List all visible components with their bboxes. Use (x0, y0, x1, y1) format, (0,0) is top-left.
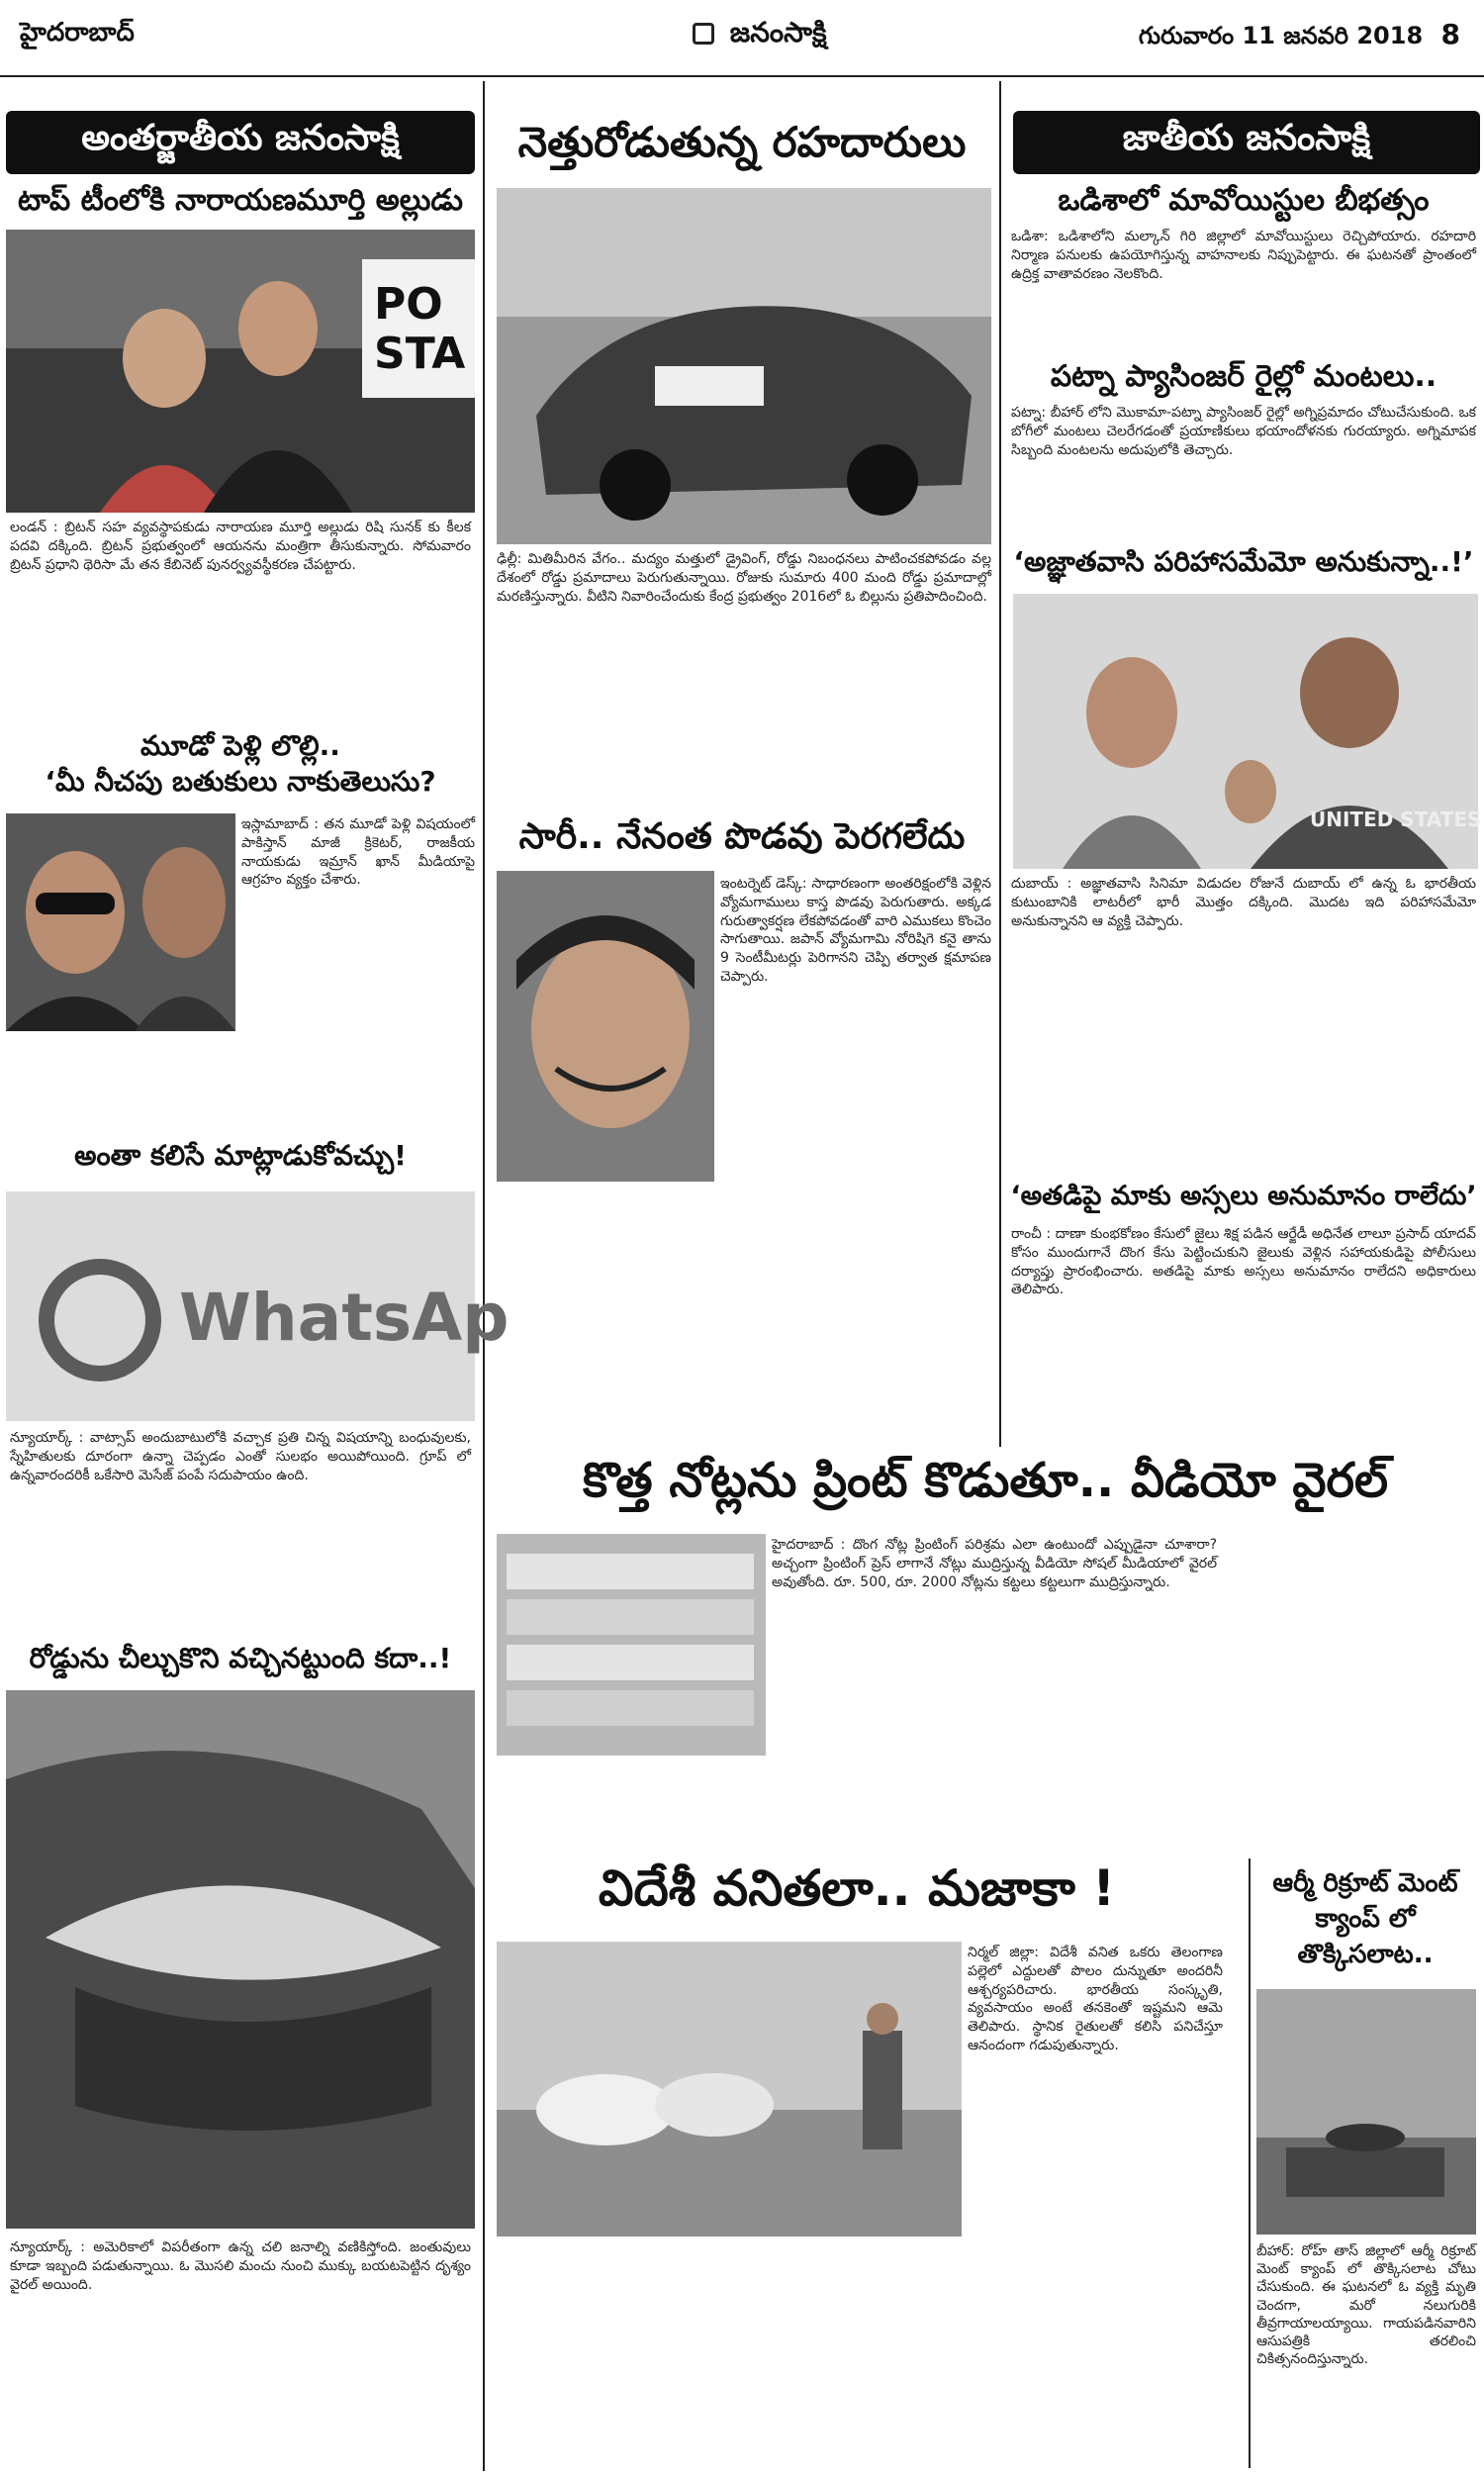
story-fake-notes: హైదరాబాద్ : దొంగ నోట్ల ప్రింటింగ్ పరిశ్రమ ఎలా ఉంటుందో ఎప్పుడైనా చూశారా? అచ్చంగా ప్రింటింగ్ ప్రెస్ లాగానే నోట్లు ముద్రిస్తున్న వీడియో సోషల్ మీడియాలో వైరల్ అవుతోంది. రూ. 500, రూ. 2000 నోట్లను కట్టలు కట్టలుగా ముద్రిస్తున్నారు. (772, 1537, 1217, 1590)
story-whatsapp: న్యూయార్క్ : వాట్సాప్ అందుబాటులోకి వచ్చాక ప్రతి చిన్న విషయాన్ని బంధువులకు, స్నేహితులకు దూరంగా ఉన్నా చెప్పడం ఎంతో సులభం అయిపోయింది. గ్రూప్ లో ఉన్నవారందరికీ ఒకేసారి మెసేజ్ పంపే సదుపాయం ఉంది. (10, 1430, 471, 1483)
brand-icon (693, 23, 714, 45)
photo-car-crash (497, 188, 991, 544)
international-section-band (6, 111, 475, 174)
photo-crocodile (6, 1690, 475, 2229)
headline-crocodile: రోడ్డును చీల్చుకొని వచ్చినట్టుంది కదా..! (29, 1642, 452, 1674)
photo-imran-khan (6, 813, 235, 1031)
story-roads: ఢిల్లీ: మితిమీరిన వేగం.. మద్యం మత్తులో డ్రైవింగ్, రోడ్డు నిబంధనలు పాటించకపోవడం వల్ల దేశంలో రోడ్డు ప్రమాదాలు పెరుగుతున్నాయి. రోజుకు సుమారు 400 మంది రోడ్డు ప్రమాదాల్లో మరణిస్తున్నారు. వీటిని నివారించేందుకు కేంద్ర ప్రభుత్వం 2016లో ఓ బిల్లును ప్రతిపాదించింది. (497, 551, 991, 605)
photo-rishi-sunak (6, 230, 475, 513)
story-fake-notes-cont (1225, 1536, 1478, 1849)
header-city: హైదరాబాద్ (20, 18, 135, 48)
photo-astronaut (497, 871, 714, 1182)
headline-fake-notes: కొత్త నోట్లను ప్రింట్ కొడుతూ.. వీడియో వైరల్ (582, 1453, 1389, 1508)
right-column-rule (999, 81, 1001, 1447)
section-title-national: జాతీయ జనంసాక్షి (1122, 118, 1371, 158)
headline-army-c: తొక్కిసలాట.. (1297, 1940, 1434, 1969)
headline-agnyaathavaasi: ‘అజ్ఞాతవాసి పరిహాసమేమో అనుకున్నా..!’ (1013, 545, 1474, 578)
shirt-print-text: UNITED STATES (1310, 808, 1482, 831)
header-date (1139, 18, 1460, 55)
headline-maoists: ఒడిశాలో మావోయిస్టుల బీభత్సం (1058, 183, 1430, 218)
issue-date: గురువారం 11 జనవరి 2018 (1138, 22, 1424, 49)
headline-third-marriage-a: మూడో పెళ్లి లొల్లి.. (140, 729, 340, 762)
story-army-stampede: బీహార్: రోహ్ తాస్ జిల్లాలో ఆర్మీ రిక్రూట్ మెంట్ క్యాంప్ లో తొక్కిసలాట చోటు చేసుకుంది. ఈ ఘటనలో ఓ వ్యక్తి మృతి చెందగా, మరో నలుగురికి తీవ్రగాయాలయ్యాయి. గాయపడినవారిని ఆసుపత్రికి తరలించి చికిత్సనందిస్తున్నారు. (1256, 2243, 1476, 2368)
story-lalu-aide: రాంచీ : దాణా కుంభకోణం కేసులో జైలు శిక్ష పడిన ఆర్జేడీ అధినేత లాలూ ప్రసాద్ యాదవ్ కోసం ముందుగానే దొంగ కేసు పెట్టించుకుని జైలుకు వెళ్లిన సహాయకుడిపై పోలీసులు దర్యాప్తు ప్రారంభించారు. అతడిపై మాకు అస్సలు అనుమానం రాలేదని అధికారులు తెలిపారు. (1011, 1226, 1476, 1298)
photo-whatsapp (6, 1191, 510, 1421)
headline-roads: నెత్తురోడుతున్న రహదారులు (517, 118, 967, 166)
headline-foreign-woman: విదేశీ వనితలా.. మజాకా ! (598, 1859, 1116, 1917)
whatsapp-logo-text: WhatsAp (179, 1280, 510, 1356)
header-brand (693, 16, 827, 55)
page-number: 8 (1440, 18, 1460, 50)
national-section-band (1013, 111, 1480, 174)
photo-currency-notes (497, 1534, 766, 1756)
photo-lottery-family (1013, 594, 1482, 869)
headline-army-b: క్యాంప్ లో (1315, 1904, 1416, 1934)
photo-army-stampede (1256, 1989, 1476, 2235)
story-third-marriage-cont (10, 1035, 471, 1132)
story-narayana-murthy: లండన్ : బ్రిటన్ సహ వ్యవస్థాపకుడు నారాయణ మూర్తి అల్లుడు రిషి సునక్ కు కీలక పదవి దక్కింది. బ్రిటన్ ప్రభుత్వంలో ఆయనను మంత్రిగా తీసుకున్నారు. సోమవారం బ్రిటన్ ప్రధాని థెరిసా మే తన కేబినెట్ పునర్వ్యవస్థీకరణ చేపట్టారు. (10, 520, 471, 573)
headline-army-a: ఆర్మీ రిక్రూట్ మెంట్ (1272, 1868, 1458, 1898)
story-agnyaathavaasi: దుబాయ్ : అజ్ఞాతవాసి సినిమా విడుదల రోజునే దుబాయ్ లో ఉన్న ఓ భారతీయ కుటుంబానికి లాటరీలో భారీ మొత్తం దక్కింది. మొదట ఇది పరిహాసమేమో అనుకున్నానని ఆ వ్యక్తి చెప్పారు. (1011, 876, 1476, 929)
story-third-marriage: ఇస్లామాబాద్ : తన మూడో పెళ్లి విషయంలో పాకిస్తాన్ మాజీ క్రికెటర్, రాజకీయ నాయకుడు ఇమ్రాన్ ఖాన్ మీడియాపై ఆగ్రహం వ్యక్తం చేశారు. (241, 816, 475, 889)
section-title: అంతర్జాతీయ జనంసాక్షి (81, 118, 400, 158)
headline-narayana-murthy: టాప్ టీంలోకి నారాయణమూర్తి అల్లుడు (17, 183, 463, 218)
story-astronaut-cont (497, 1184, 991, 1419)
brand-name: జనంసాక్షి (729, 16, 827, 48)
svg-text:STA: STA (374, 329, 466, 379)
story-crocodile: న్యూయార్క్ : అమెరికాలో విపరీతంగా ఉన్న చలి జనాల్ని వణికిస్తోంది. జంతువులు కూడా ఇబ్బంది పడుతున్నాయి. ఓ మొసలి మంచు నుంచి ముక్కు బయటపెట్టిన దృశ్యం వైరల్ అయింది. (10, 2239, 471, 2293)
left-column-rule (483, 81, 485, 2471)
story-fake-notes-bottom (497, 1761, 1217, 1851)
svg-text:PO: PO (374, 279, 443, 330)
headline-train-fire: పట్నా ప్యాసింజర్ రైల్లో మంటలు.. (1050, 359, 1438, 394)
story-maoists: ఒడిశా: ఒడిశాలోని మల్కాన్ గిరి జిల్లాలో మావోయిస్టులు రెచ్చిపోయారు. రహదారి నిర్మాణ పనులకు ఉపయోగిస్తున్న వాహనాలకు నిప్పుపెట్టారు. ఈ ఘటనతో ప్రాంతంలో ఉద్రిక్త వాతావరణం నెలకొంది. (1011, 229, 1476, 282)
headline-third-marriage-b: ‘మీ నీచపు బతుకులు నాకుతెలుసు? (45, 765, 436, 798)
headline-astronaut: సారీ.. నేనంత పొడవు పెరగలేదు (518, 816, 966, 857)
story-train-fire: పట్నా: బీహార్ లోని మొకామా-పట్నా ప్యాసింజర్ రైల్లో అగ్నిప్రమాదం చోటుచేసుకుంది. ఒక బోగీలో మంటలు చెలరేగడంతో ప్రయాణికులు భయాందోళనకు గురయ్యారు. అగ్నిమాపక సిబ్బంది మంటలను అదుపులోకి తెచ్చారు. (1011, 405, 1476, 458)
photo-foreign-woman-ploughing (497, 1942, 962, 2237)
headline-lalu-aide: ‘అతడిపై మాకు అస్సలు అనుమానం రాలేదు’ (1010, 1181, 1477, 1211)
story-foreign-woman-cont (497, 2242, 1223, 2468)
story-astronaut: ఇంటర్నెట్ డెస్క్: సాధారణంగా అంతరిక్షంలోకి వెళ్లిన వ్యోమగాములు కాస్త పొడవు పెరుగుతారు. అక్కడ గురుత్వాకర్షణ లేకపోవడంతో వారి ఎముకలు కొంచెం సాగుతాయి. జపాన్ వ్యోమగామి నోరిషిగె కనై తాను 9 సెంటీమీటర్లు పెరిగానని చెప్పి తర్వాత క్షమాపణ చెప్పారు. (720, 876, 991, 985)
story-foreign-woman: నిర్మల్ జిల్లా: విదేశీ వనిత ఒకరు తెలంగాణ పల్లెలో ఎద్దులతో పొలం దున్నుతూ అందరినీ ఆశ్చర్యపరిచారు. భారతీయ సంస్కృతి, వ్యవసాయం అంటే తనకెంతో ఇష్టమని ఆమె తెలిపారు. స్థానిక రైతులతో కలిసి పనిచేస్తూ ఆనందంగా గడుపుతున్నారు. (968, 1945, 1223, 2053)
headline-whatsapp: అంతా కలిసే మాట్లాడుకోవచ్చు! (74, 1139, 407, 1172)
